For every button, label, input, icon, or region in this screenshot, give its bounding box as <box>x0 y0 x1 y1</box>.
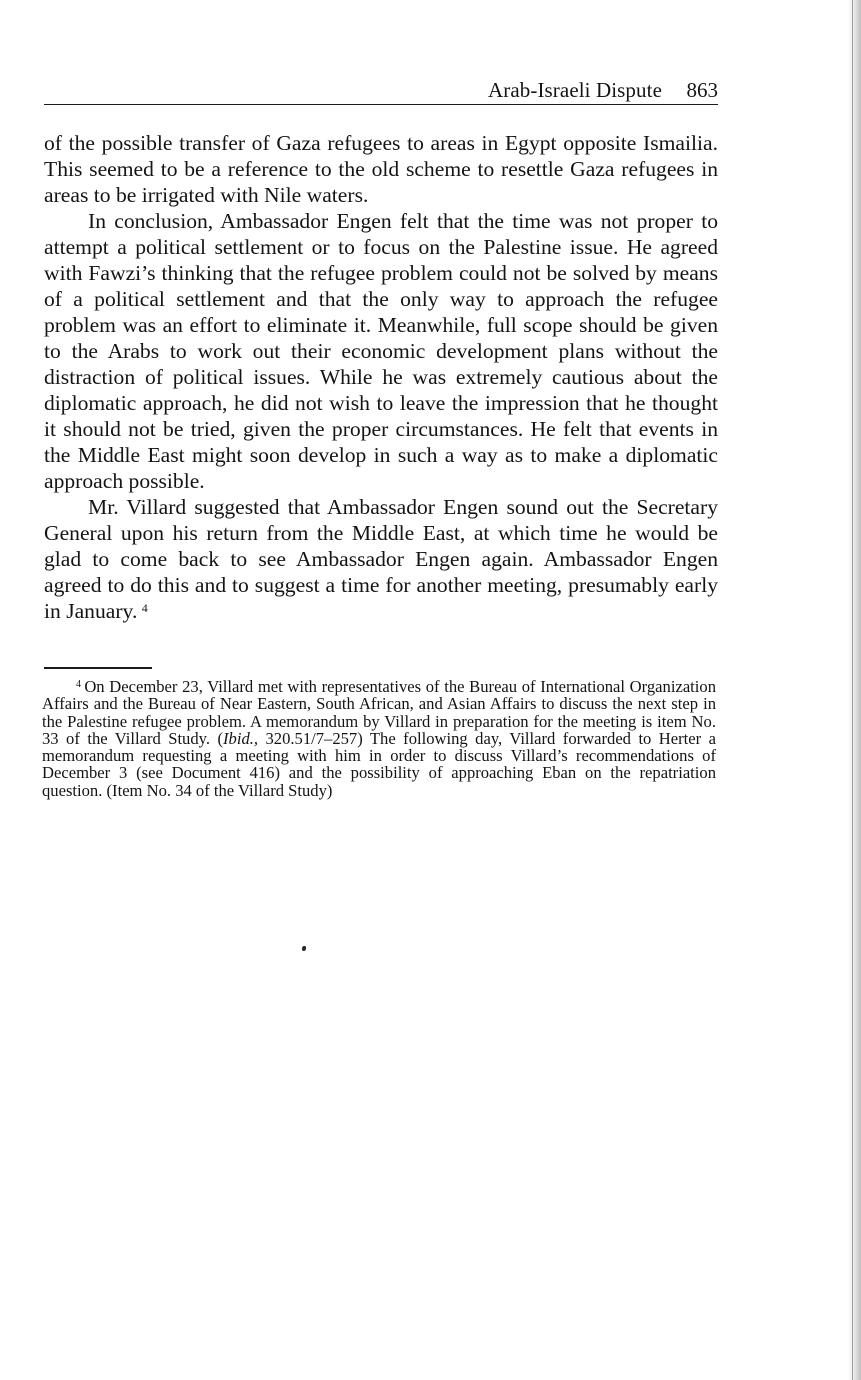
scan-speck <box>302 946 306 951</box>
page-edge-line <box>852 0 853 1380</box>
running-head-title: Arab-Israeli Dispute <box>487 78 662 102</box>
footnote-rule <box>44 667 152 669</box>
footnote-text-part-1: On December 23, Villard met with representatives of the Bureau of International Organization Affairs and the Bureau of Near Eastern, South African, and Asian Affairs to discuss the next step in the Palestine refugee problem. A memorandum by Villard in preparation for the meeting is item No. 33 of the Villard Study. ( <box>42 677 716 748</box>
footnote-marker: 4 <box>76 679 81 690</box>
running-head <box>44 78 718 105</box>
footnote-ibid: Ibid., <box>223 728 259 748</box>
footnote <box>42 678 716 799</box>
body-text <box>44 130 718 624</box>
paragraph-3 <box>44 494 718 624</box>
page-number: 863 <box>686 78 718 102</box>
footnote-reference: 4 <box>141 601 148 615</box>
page-edge-shadow <box>847 0 861 1380</box>
paragraph-2: In conclusion, Ambassador Engen felt that the time was not proper to attempt a political settlement or to focus on the Palestine issue. He agreed with Fawzi’s thinking that the refugee problem could not be solved by means of a political settlement and that the only way to approach the refugee problem was an effort to eliminate it. Meanwhile, full scope should be given to the Arabs to work out their economic development plans without the distraction of political issues. While he was extremely cautious about the diplomatic approach, he did not wish to leave the impression that he thought it should not be tried, given the proper circumstances. He felt that events in the Middle East might soon develop in such a way as to make a diplomatic approach possible. <box>44 209 718 493</box>
paragraph-1: of the possible transfer of Gaza refugees to areas in Egypt opposite Ismailia. This seemed to be a reference to the old scheme to resettle Gaza refugees in areas to be irrigated with Nile waters. <box>44 131 718 207</box>
footnote-text-part-2: 320.51/7–257) The following day, Villard forwarded to Herter a memorandum requesting a meeting with him in order to discuss Villard’s recommendations of December 3 (see Document 416) and the possibility of approaching Eban on the repatriation question. (Item No. 34 of the Villard Study) <box>42 728 716 800</box>
paragraph-3-text: Mr. Villard suggested that Ambassador Engen sound out the Secretary General upon his return from the Middle East, at which time he would be glad to come back to see Ambassador Engen again. Ambassador Engen agreed to do this and to suggest a time for another meeting, presumably early in January. <box>44 495 718 623</box>
